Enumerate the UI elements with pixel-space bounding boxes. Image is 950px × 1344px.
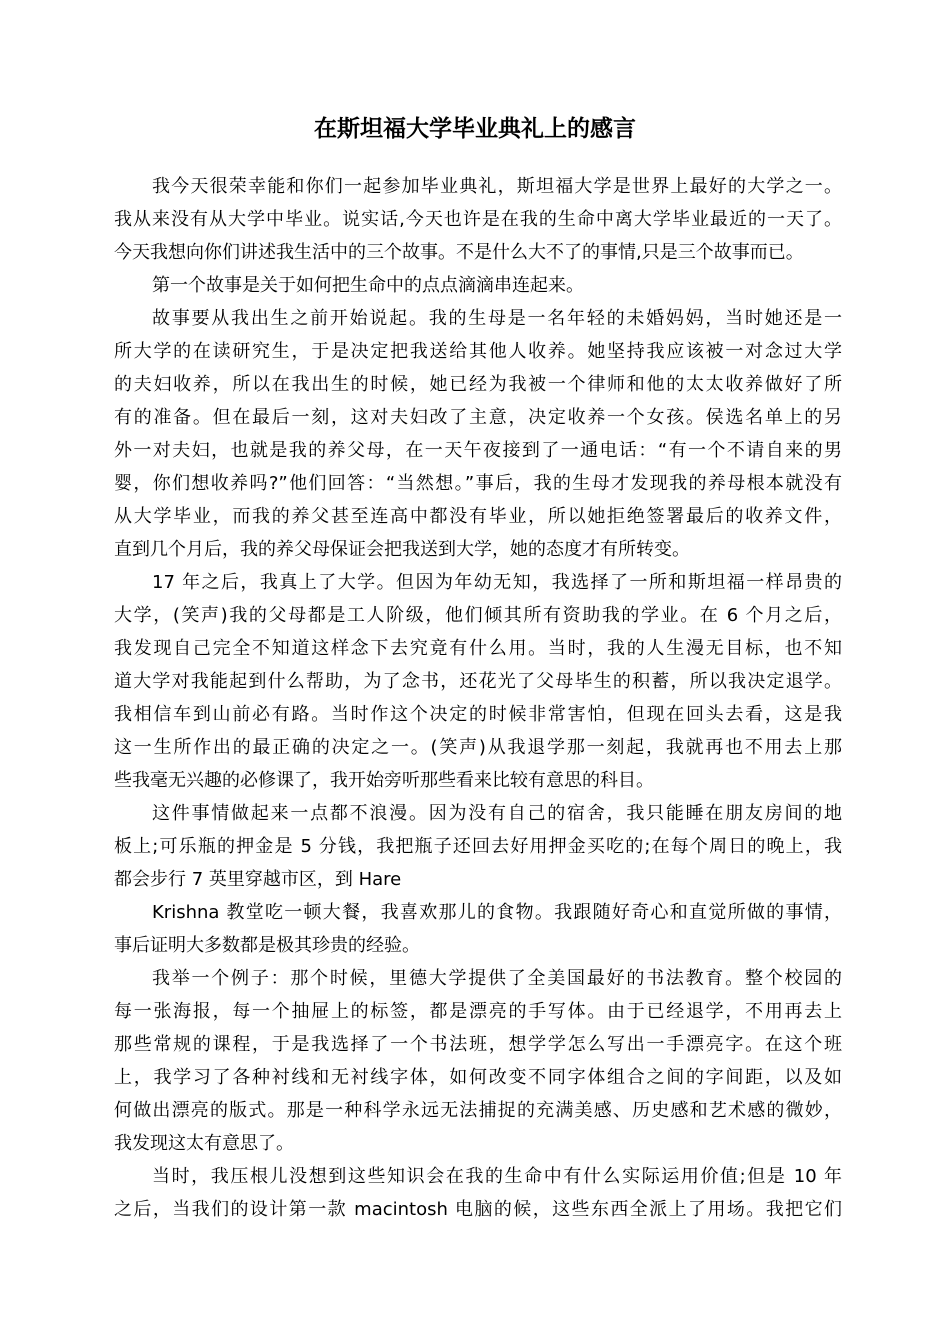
- text-line: 的夫妇收养，所以在我出生的时候，她已经为我被一个律师和他的太太收养做好了所: [114, 374, 842, 395]
- text-line: 道大学对我能起到什么帮助，为了念书，还花光了父母毕生的积蓄，所以我决定退学。: [114, 671, 842, 692]
- text-line: 17 年之后，我真上了大学。但因为年幼无知，我选择了一所和斯坦福一样昂贵的: [152, 572, 842, 593]
- text-line: 都会步行 7 英里穿越市区，到 Hare: [114, 869, 402, 890]
- text-line: 每一张海报，每一个抽屉上的标签，都是漂亮的手写体。由于已经退学，不用再去上: [114, 1001, 842, 1022]
- text-line: 我今天很荣幸能和你们一起参加毕业典礼，斯坦福大学是世界上最好的大学之一。: [152, 176, 842, 197]
- text-line: 我发现自己完全不知道这样念下去究竟有什么用。当时，我的人生漫无目标，也不知: [114, 638, 842, 659]
- text-line: 我举一个例子：那个时候，里德大学提供了全美国最好的书法教育。整个校园的: [152, 968, 842, 989]
- text-line: 所大学的在读研究生，于是决定把我送给其他人收养。她坚持我应该被一对念过大学: [114, 341, 842, 362]
- text-line: 些我毫无兴趣的必修课了，我开始旁听那些看来比较有意思的科目。: [114, 770, 654, 791]
- text-line: Krishna 教堂吃一顿大餐，我喜欢那儿的食物。我跟随好奇心和直觉所做的事情，: [152, 902, 842, 923]
- text-line: 大学，(笑声)我的父母都是工人阶级，他们倾其所有资助我的学业。在 6 个月之后，: [114, 605, 842, 626]
- text-line: 故事要从我出生之前开始说起。我的生母是一名年轻的未婚妈妈，当时她还是一: [152, 308, 842, 329]
- text-line: 外一对夫妇，也就是我的养父母，在一天午夜接到了一通电话：“有一个不请自来的男: [114, 440, 842, 461]
- text-line: 第一个故事是关于如何把生命中的点点滴滴串连起来。: [152, 275, 584, 296]
- text-line: 这件事情做起来一点都不浪漫。因为没有自己的宿舍，我只能睡在朋友房间的地: [152, 803, 842, 824]
- text-line: 我从来没有从大学中毕业。说实话,今天也许是在我的生命中离大学毕业最近的一天了。: [114, 209, 842, 230]
- text-line: 婴，你们想收养吗?”他们回答：“当然想。”事后，我的生母才发现我的养母根本就没有: [114, 473, 842, 494]
- text-line: 事后证明大多数都是极其珍贵的经验。: [114, 935, 420, 956]
- text-line: 直到几个月后，我的养父母保证会把我送到大学，她的态度才有所转变。: [114, 539, 690, 560]
- document-title: 在斯坦福大学毕业典礼上的感言: [314, 116, 636, 142]
- text-line: 我相信车到山前必有路。当时作这个决定的时候非常害怕，但现在回头去看，这是我: [114, 704, 842, 725]
- text-line: 那些常规的课程，于是我选择了一个书法班，想学学怎么写出一手漂亮字。在这个班: [114, 1034, 842, 1055]
- text-line: 之后，当我们的设计第一款 macintosh 电脑的候，这些东西全派上了用场。我把它们: [114, 1199, 842, 1220]
- text-line: 上，我学习了各种衬线和无衬线字体，如何改变不同字体组合之间的字间距，以及如: [114, 1067, 842, 1088]
- text-line: 何做出漂亮的版式。那是一种科学永远无法捕捉的充满美感、历史感和艺术感的微妙，: [114, 1100, 842, 1121]
- text-line: 这一生所作出的最正确的决定之一。(笑声)从我退学那一刻起，我就再也不用去上那: [114, 737, 842, 758]
- text-line: 我发现这太有意思了。: [114, 1133, 294, 1154]
- text-line: 从大学毕业，而我的养父甚至连高中都没有毕业，所以她拒绝签署最后的收养文件，: [114, 506, 842, 527]
- text-line: 当时，我压根儿没想到这些知识会在我的生命中有什么实际运用价值;但是 10 年: [152, 1166, 842, 1187]
- text-line: 今天我想向你们讲述我生活中的三个故事。不是什么大不了的事情,只是三个故事而已。: [114, 242, 804, 263]
- text-line: 有的准备。但在最后一刻，这对夫妇改了主意，决定收养一个女孩。侯选名单上的另: [114, 407, 842, 428]
- document-body: [114, 170, 842, 1226]
- text-line: 板上;可乐瓶的押金是 5 分钱，我把瓶子还回去好用押金买吃的;在每个周日的晚上，我: [114, 836, 842, 857]
